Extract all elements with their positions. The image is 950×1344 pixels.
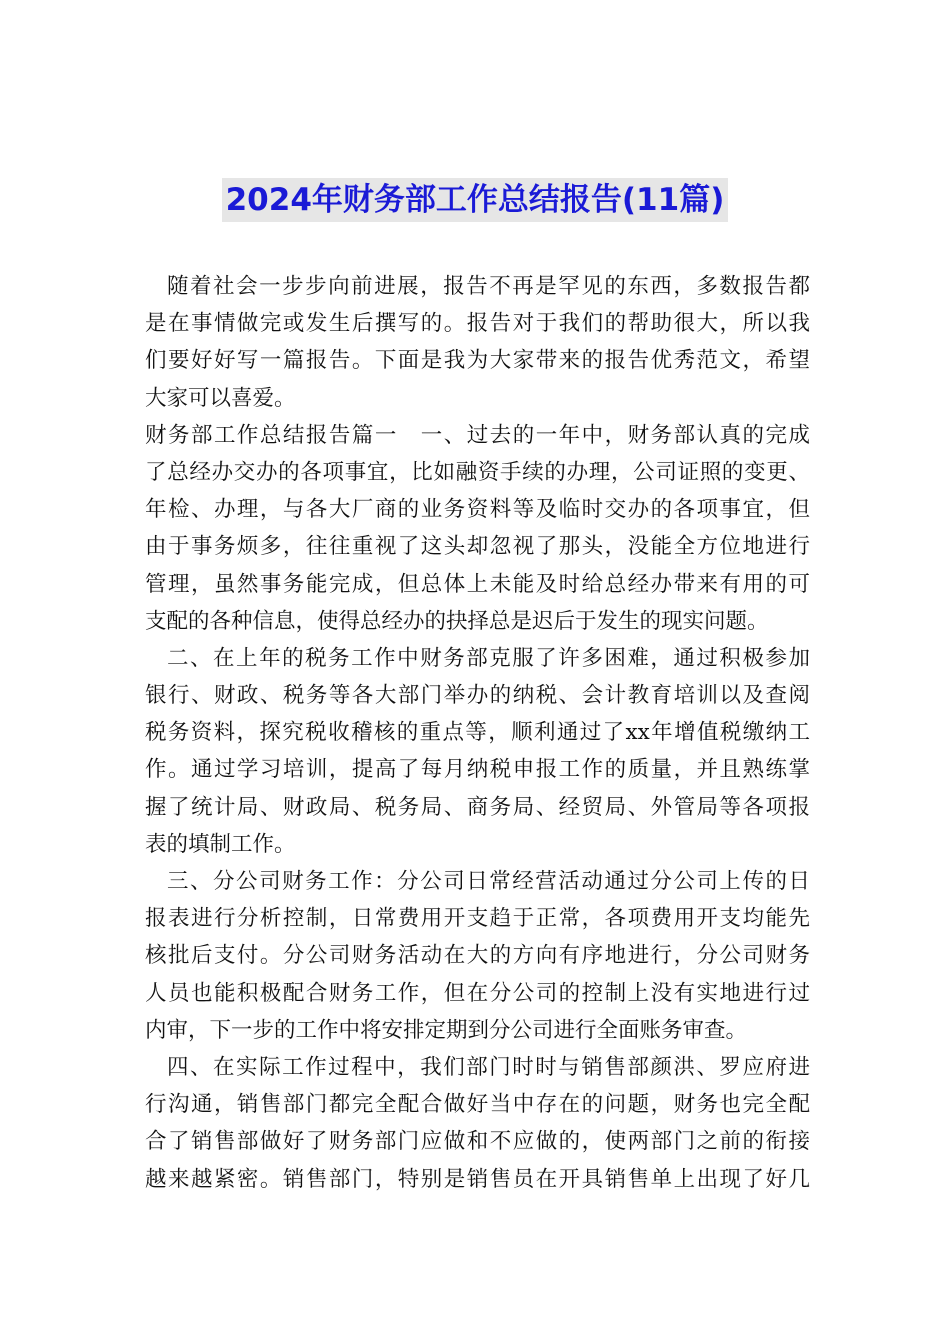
body-line: 合了销售部做好了财务部门应做和不应做的，使两部门之前的衔接 bbox=[145, 1129, 810, 1155]
body-line: 税务资料，探究税收稽核的重点等，顺利通过了xx年增值税缴纳工 bbox=[145, 720, 810, 746]
body-line: 报表进行分析控制，日常费用开支趋于正常，各项费用开支均能先 bbox=[145, 906, 810, 932]
body-line: 人员也能积极配合财务工作，但在分公司的控制上没有实地进行过 bbox=[145, 980, 810, 1006]
body-line: 财务部工作总结报告篇一 一、过去的一年中，财务部认真的完成 bbox=[145, 422, 810, 448]
body-line: 由于事务烦多，往往重视了这头却忽视了那头，没能全方位地进行 bbox=[145, 534, 810, 560]
document-title: 2024年财务部工作总结报告(11篇) bbox=[222, 178, 729, 222]
body-line: 行沟通，销售部门都完全配合做好当中存在的问题，财务也完全配 bbox=[145, 1092, 810, 1118]
body-line: 三、分公司财务工作：分公司日常经营活动通过分公司上传的日 bbox=[167, 869, 810, 894]
body-line: 年检、办理，与各大厂商的业务资料等及临时交办的各项事宜，但 bbox=[145, 497, 810, 523]
document-body bbox=[145, 268, 810, 1198]
body-line: 们要好好写一篇报告。下面是我为大家带来的报告优秀范文，希望 bbox=[145, 348, 810, 374]
body-line: 管理，虽然事务能完成，但总体上未能及时给总经办带来有用的可 bbox=[145, 571, 810, 597]
body-line: 表的填制工作。 bbox=[145, 831, 296, 857]
body-line: 握了统计局、财政局、税务局、商务局、经贸局、外管局等各项报 bbox=[145, 794, 810, 820]
body-line: 作。通过学习培训，提高了每月纳税申报工作的质量，并且熟练掌 bbox=[145, 757, 810, 783]
body-line: 支配的各种信息，使得总经办的抉择总是迟后于发生的现实问题。 bbox=[145, 608, 769, 634]
body-line: 随着社会一步步向前进展，报告不再是罕见的东西，多数报告都 bbox=[167, 274, 810, 299]
title-wrap bbox=[0, 178, 950, 222]
body-line: 核批后支付。分公司财务活动在大的方向有序地进行，分公司财务 bbox=[145, 943, 810, 969]
body-line: 越来越紧密。销售部门，特别是销售员在开具销售单上出现了好几 bbox=[145, 1166, 810, 1192]
body-line: 二、在上年的税务工作中财务部克服了许多困难，通过积极参加 bbox=[167, 645, 810, 671]
body-line: 大家可以喜爱。 bbox=[145, 385, 296, 411]
body-line: 四、在实际工作过程中，我们部门时时与销售部颜洪、罗应府进 bbox=[167, 1054, 810, 1080]
body-line: 内审，下一步的工作中将安排定期到分公司进行全面账务审查。 bbox=[145, 1017, 748, 1043]
body-line: 银行、财政、税务等各大部门举办的纳税、会计教育培训以及查阅 bbox=[145, 683, 810, 709]
body-line: 了总经办交办的各项事宜，比如融资手续的办理，公司证照的变更、 bbox=[145, 459, 810, 485]
body-line: 是在事情做完或发生后撰写的。报告对于我们的帮助很大，所以我 bbox=[145, 311, 810, 337]
